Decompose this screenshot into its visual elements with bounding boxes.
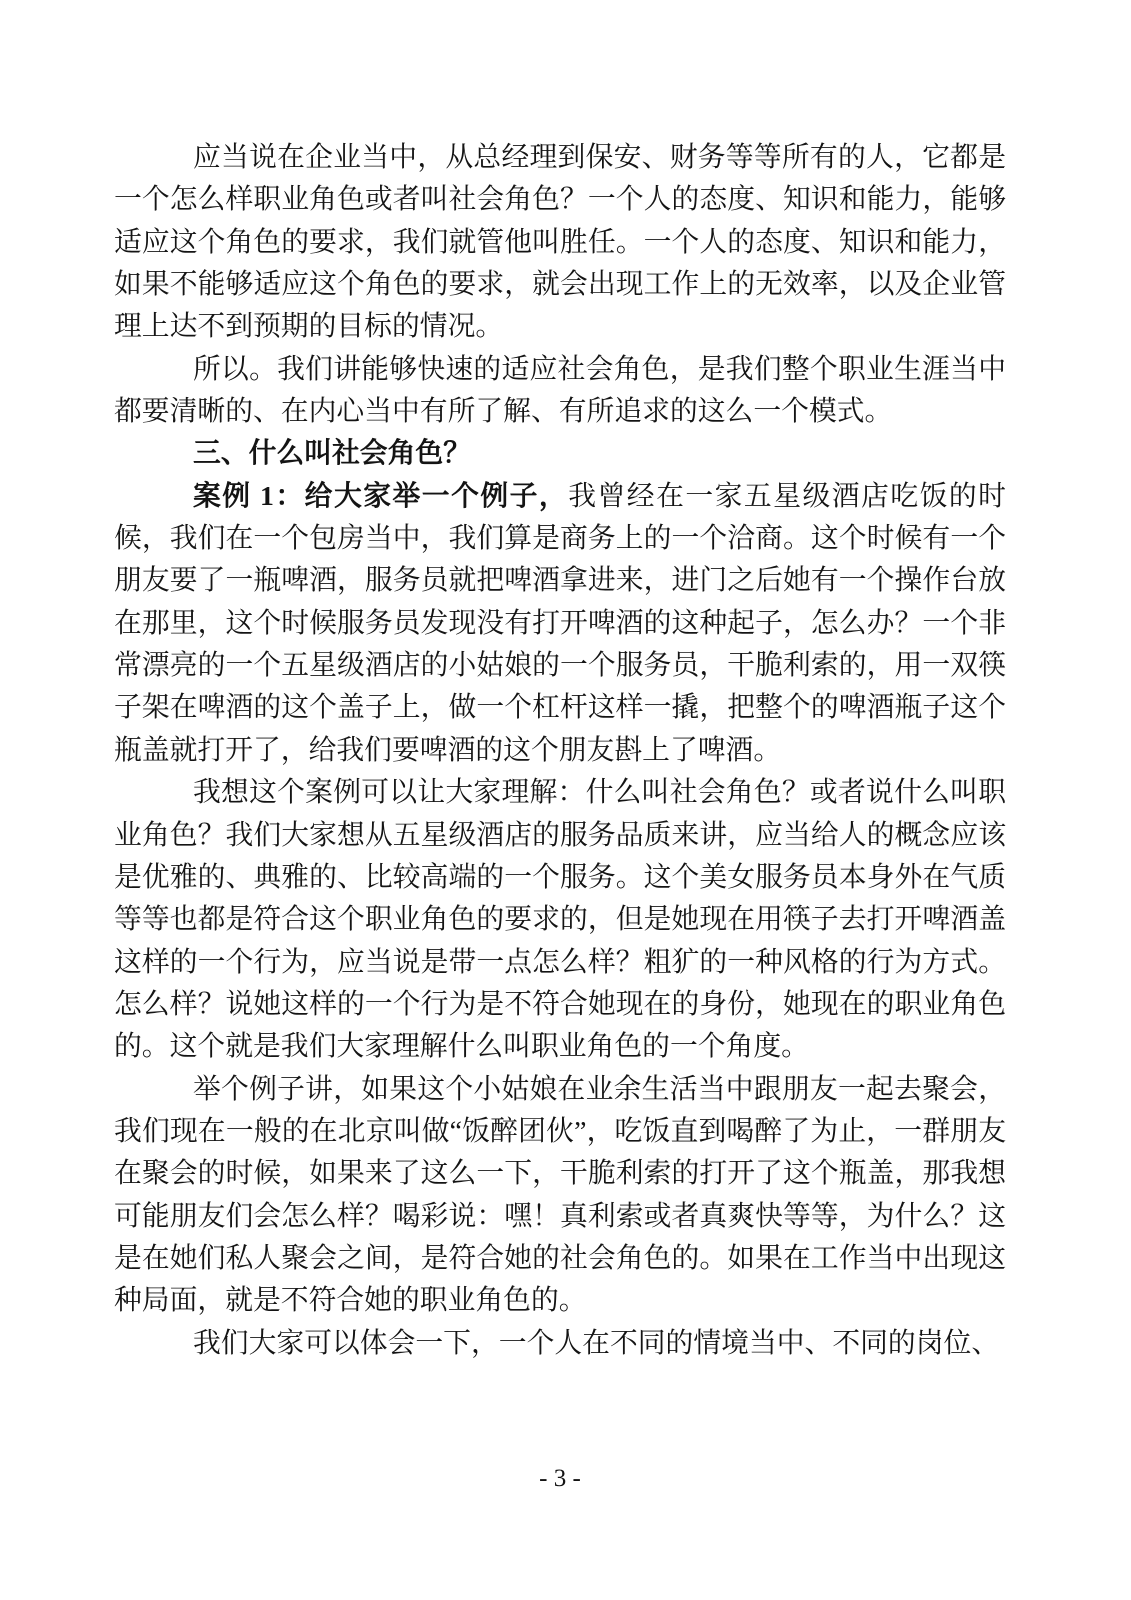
paragraph-conclusion-model: 所以。我们讲能够快速的适应社会角色，是我们整个职业生涯当中都要清晰的、在内心当中有所了解、有所追求的这么一个模式。	[114, 353, 1006, 428]
page-number: - 3 -	[539, 1465, 581, 1492]
document-body	[114, 137, 1006, 1365]
case-body-text: 我曾经在一家五星级酒店吃饭的时候，我们在一个包房当中，我们算是商务上的一个洽商。这个时候有一个朋友要了一瓶啤酒，服务员就把啤酒拿进来，进门之后她有一个操作台放在那里，这个时候服务员发现没有打开啤酒的这种起子，怎么办？一个非常漂亮的一个五星级酒店的小姑娘的一个服务员，干脆利索的，用一双筷子架在啤酒的这个盖子上，做一个杠杆这样一撬，把整个的啤酒瓶子这个瓶盖就打开了，给我们要啤酒的这个朋友斟上了啤酒。	[114, 480, 1006, 766]
section-heading: 三、什么叫社会角色？	[193, 438, 471, 470]
paragraph-role-competence: 应当说在企业当中，从总经理到保安、财务等等所有的人，它都是一个怎么样职业角色或者叫社会角色？一个人的态度、知识和能力，能够适应这个角色的要求，我们就管他叫胜任。一个人的态度、知识和能力，如果不能够适应这个角色的要求，就会出现工作上的无效率，以及企业管理上达不到预期的目标的情况。	[114, 142, 1006, 343]
paragraph-case-1	[114, 476, 1006, 772]
paragraph-case-analysis: 我想这个案例可以让大家理解：什么叫社会角色？或者说什么叫职业角色？我们大家想从五星级酒店的服务品质来讲，应当给人的概念应该是优雅的、典雅的、比较高端的一个服务。这个美女服务员本身外在气质等等也都是符合这个职业角色的要求的，但是她现在用筷子去打开啤酒盖这样的一个行为，应当说是带一点怎么样？粗犷的一种风格的行为方式。怎么样？说她这样的一个行为是不符合她现在的身份，她现在的职业角色的。这个就是我们大家理解什么叫职业角色的一个角度。	[114, 777, 1006, 1063]
case-label: 案例 1：给大家举一个例子，	[193, 480, 569, 512]
paragraph-private-party-example: 举个例子讲，如果这个小姑娘在业余生活当中跟朋友一起去聚会，我们现在一般的在北京叫做“饭醉团伙”，吃饭直到喝醉了为止，一群朋友在聚会的时候，如果来了这么一下，干脆利索的打开了这个瓶盖，那我想可能朋友们会怎么样？喝彩说：嘿！真利索或者真爽快等等，为什么？这是在她们私人聚会之间，是符合她的社会角色的。如果在工作当中出现这种局面，就是不符合她的职业角色的。	[114, 1073, 1006, 1317]
paragraph-closing-line: 我们大家可以体会一下，一个人在不同的情境当中、不同的岗位、	[193, 1327, 1000, 1359]
